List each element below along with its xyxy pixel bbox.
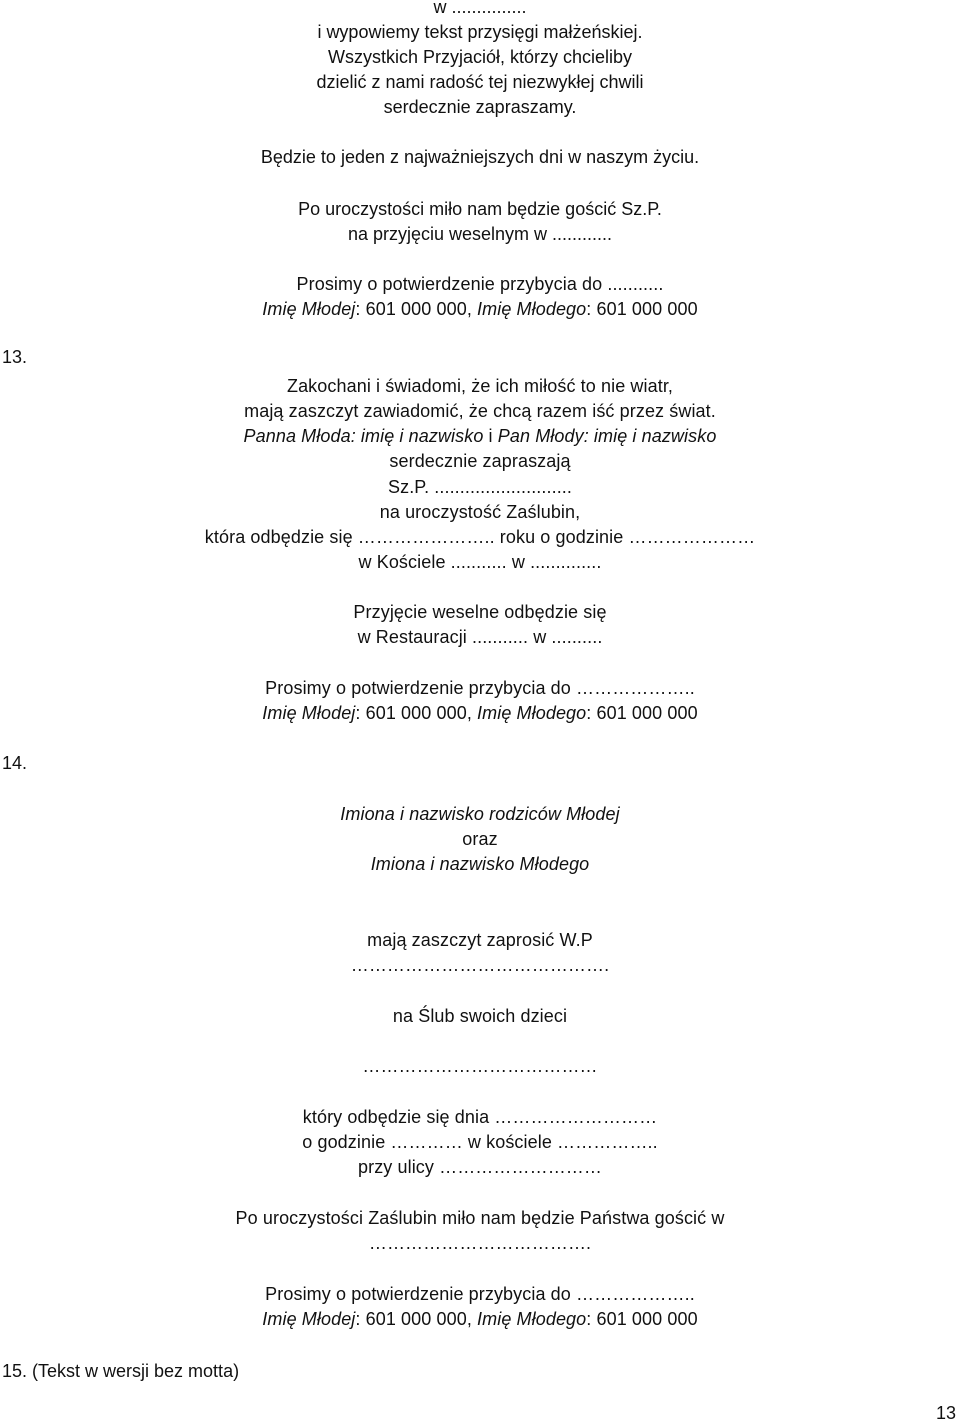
bride-name-label: Imię Młodej	[262, 703, 356, 723]
s13-line-10: w Restauracji ........... w ..........	[357, 627, 603, 647]
s13-line-4: serdecznie zapraszają	[389, 451, 571, 471]
s14-line-12: ……………………………….	[368, 1233, 592, 1253]
s13-number: 13.	[2, 347, 28, 367]
s12-line-4: dzielić z nami radość tej niezwykłej chwili	[316, 72, 644, 92]
s12-line-1: w ...............	[433, 0, 527, 17]
s14-number: 14.	[2, 753, 28, 773]
s14-line-1	[0, 803, 960, 825]
s13-line-2: mają zaszczyt zawiadomić, że chcą razem iść przez świat.	[244, 401, 716, 421]
bride-phone: : 601 000 000,	[355, 703, 478, 723]
s14-contact-line	[0, 1308, 960, 1330]
s12-line-5: serdecznie zapraszamy.	[383, 97, 577, 117]
s14-line-2: oraz	[462, 829, 498, 849]
bride-parents-placeholder: Imiona i nazwisko rodziców Młodej	[340, 804, 620, 824]
s12-line-2: i wypowiemy tekst przysięgi małżeńskiej.	[317, 22, 643, 42]
s12-line-6: Będzie to jeden z najważniejszych dni w naszym życiu.	[260, 147, 700, 167]
s13-line-8: w Kościele ........... w ..............	[358, 552, 602, 572]
s12-line-9: Prosimy o potwierdzenie przybycia do ...........	[296, 274, 664, 294]
s12-line-8: na przyjęciu weselnym w ............	[347, 224, 613, 244]
s13-line-6: na uroczystość Zaślubin,	[379, 502, 581, 522]
s14-line-10: przy ulicy ………………………	[357, 1157, 602, 1177]
page-number: 13	[935, 1403, 956, 1423]
s13-line-3	[0, 425, 960, 447]
bride-phone: : 601 000 000,	[355, 1309, 478, 1329]
bride-name-label: Imię Młodej	[262, 299, 356, 319]
groom-name-label: Imię Młodego	[477, 1309, 587, 1329]
s14-line-3	[0, 853, 960, 875]
groom-phone: : 601 000 000	[586, 703, 698, 723]
s12-contact-line	[0, 298, 960, 320]
s12-line-3: Wszystkich Przyjaciół, którzy chcieliby	[327, 47, 633, 67]
groom-name-label: Imię Młodego	[477, 703, 587, 723]
s14-line-6: na Ślub swoich dzieci	[392, 1006, 568, 1026]
bride-phone: : 601 000 000,	[355, 299, 478, 319]
s14-line-8: który odbędzie się dnia ………………………	[302, 1107, 658, 1127]
s13-line-5: Sz.P. ...........................	[387, 477, 573, 497]
groom-placeholder: Imiona i nazwisko Młodego	[370, 854, 590, 874]
s14-line-4: mają zaszczyt zaprosić W.P	[367, 930, 593, 950]
s12-line-7: Po uroczystości miło nam będzie gościć Sz.P.	[298, 199, 662, 219]
s15-heading: 15. (Tekst w wersji bez motta)	[2, 1361, 240, 1381]
s13-contact-line	[0, 702, 960, 724]
s13-line-1: Zakochani i świadomi, że ich miłość to nie wiatr,	[286, 376, 674, 396]
s14-line-5: …………………………………….	[350, 955, 610, 975]
s14-line-13: Prosimy o potwierdzenie przybycia do ………………..	[265, 1284, 695, 1304]
s14-line-11: Po uroczystości Zaślubin miło nam będzie Państwa gościć w	[235, 1208, 725, 1228]
s13-line-11: Prosimy o potwierdzenie przybycia do ………………..	[265, 678, 695, 698]
bride-name-label: Imię Młodej	[262, 1309, 356, 1329]
groom-phone: : 601 000 000	[586, 299, 698, 319]
s14-line-9: o godzinie ………… w kościele ……………..	[302, 1132, 658, 1152]
groom-name-label: Imię Młodego	[477, 299, 587, 319]
groom-placeholder: Pan Młody: imię i nazwisko	[497, 426, 717, 446]
s14-line-7: …………………………………	[362, 1056, 598, 1076]
groom-phone: : 601 000 000	[586, 1309, 698, 1329]
conjunction: i	[483, 426, 498, 446]
s13-line-9: Przyjęcie weselne odbędzie się	[353, 602, 607, 622]
s13-line-7: która odbędzie się ………………….. roku o godzinie …………………	[204, 527, 756, 547]
bride-placeholder: Panna Młoda: imię i nazwisko	[243, 426, 484, 446]
